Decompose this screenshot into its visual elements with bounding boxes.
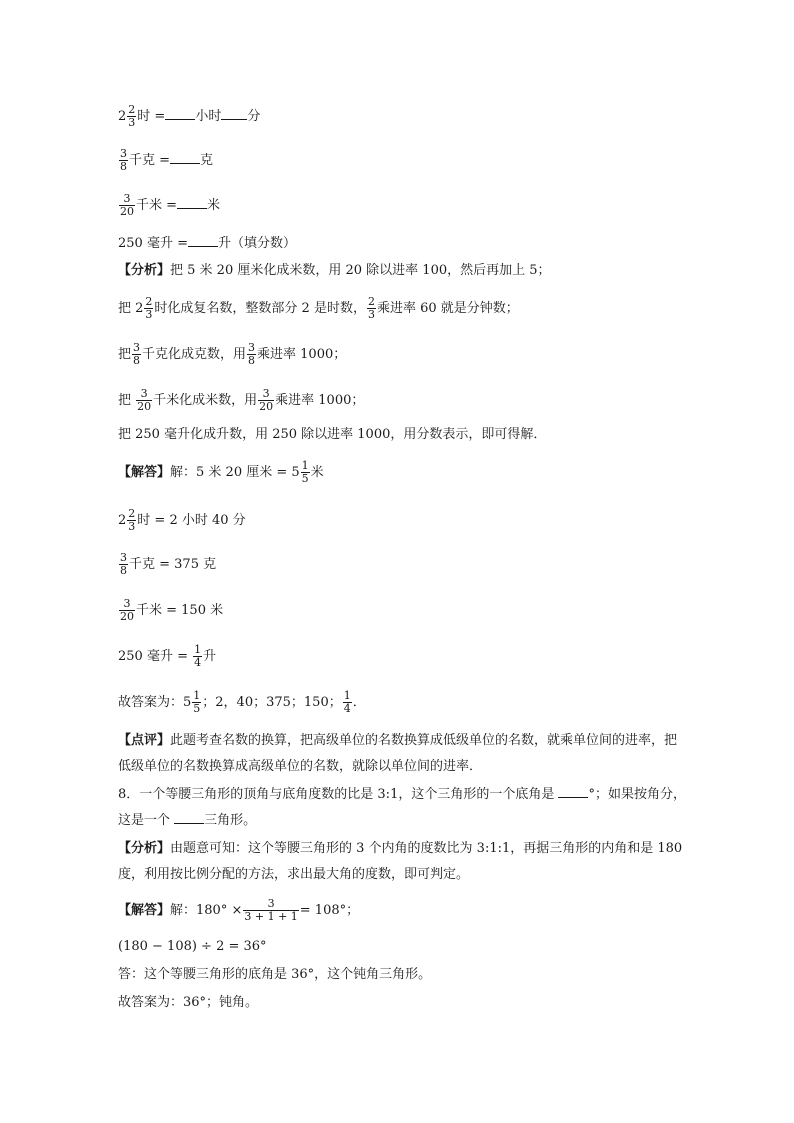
question-number: 8． — [118, 787, 140, 802]
fraction: $\frac{2}{3}$ — [128, 103, 136, 129]
answer-blank[interactable] — [177, 196, 207, 209]
answer-blank[interactable] — [174, 811, 204, 824]
answer-line-4: $\frac{3}{20}$ 千米 = 150 米 — [120, 597, 224, 623]
conversion-line-ml: 250 毫升 = 升（填分数） — [118, 236, 296, 251]
answer-line-2: 2 $\frac{2}{3}$ 时 = 2 小时 40 分 — [118, 507, 246, 533]
analysis-line-1: 【分析】把 5 米 20 厘米化成米数，用 20 除以进率 100，然后再加上 5； — [118, 263, 551, 278]
fraction: $\frac{2}{3}$ — [128, 507, 136, 533]
answer-line-5: 250 毫升 = $\frac{1}{4}$ 升 — [118, 643, 217, 669]
analysis-line-5: 把 250 毫升化成升数，用 250 除以进率 1000，用分数表示，即可得解． — [118, 427, 547, 442]
answer-line-1: 【解答】解：5 米 20 厘米 = 5 $\frac{1}{5}$ 米 — [118, 459, 324, 485]
answer-blank[interactable] — [221, 107, 247, 120]
answer-line-3: $\frac{3}{8}$ 千克 = 375 克 — [120, 551, 217, 577]
analysis-line-4: 把 $\frac{3}{20}$ 千米化成米数，用 $\frac{3}{20}$ 乘进率 1000； — [118, 387, 365, 413]
answer-blank[interactable] — [558, 785, 588, 798]
fraction: $\frac{2}{3}$ — [367, 295, 375, 321]
conversion-line-kg: $\frac{3}{8}$ 千克 = 克 — [120, 147, 214, 173]
q8-answer-line-2: (180 − 108) ÷ 2 = 36° — [118, 939, 267, 954]
fraction: $\frac{1}{4}$ — [194, 643, 202, 669]
fraction: $\frac{1}{5}$ — [193, 689, 201, 715]
fraction: $\frac{1}{5}$ — [301, 459, 309, 485]
fraction: $\frac{3}{20}$ — [259, 387, 274, 413]
conversion-line-hours: 2 $\frac{2}{3}$ 时 = 小时 分 — [118, 103, 261, 129]
conversion-line-km: $\frac{3}{20}$ 千米 = 米 — [120, 192, 221, 218]
question-8: 8．一个等腰三角形的顶角与底角度数的比是 3:1，这个三角形的一个底角是 °；如果按角分，这是一个 三角形。 — [118, 787, 686, 828]
analysis-line-3: 把 $\frac{3}{8}$ 千克化成克数，用 $\frac{3}{8}$ 乘进率 1000； — [118, 341, 347, 367]
final-answer-line: 故答案为：5 $\frac{1}{5}$ ；2，40；375；150； $\frac{1}{4}$ ． — [118, 689, 366, 715]
answer-blank[interactable] — [165, 107, 195, 120]
fraction: $\frac{1}{4}$ — [343, 689, 351, 715]
fraction: $\frac{3}{3 + 1 + 1}$ — [244, 897, 298, 923]
q8-analysis: 【分析】由题意可知：这个等腰三角形的 3 个内角的度数比为 3:1:1，再据三角形的内角和是 180 度，利用按比例分配的方法，求出最大角的度数，即可判定。 — [118, 841, 683, 882]
answer-blank[interactable] — [170, 151, 200, 164]
fraction: $\frac{3}{8}$ — [120, 551, 127, 577]
fraction: $\frac{3}{20}$ — [137, 387, 152, 413]
review-paragraph: 【点评】此题考查名数的换算，把高级单位的名数换算成低级单位的名数，就乘单位间的进率，把低级单位的名数换算成高级单位的名数，就除以单位间的进率． — [118, 733, 678, 774]
fraction: $\frac{3}{8}$ — [133, 341, 141, 367]
fraction: $\frac{3}{20}$ — [120, 597, 134, 623]
answer-blank[interactable] — [188, 234, 218, 247]
analysis-line-2: 把 2 $\frac{2}{3}$ 时化成复名数，整数部分 2 是时数， $\frac{2}{3}$ 乘进率 60 就是分钟数； — [118, 295, 519, 321]
fraction: $\frac{3}{20}$ — [120, 192, 134, 218]
q8-answer-line-4: 故答案为：36°；钝角。 — [118, 995, 259, 1010]
fraction: $\frac{2}{3}$ — [145, 295, 153, 321]
q8-answer-line-1: 【解答】解：180° × $\frac{3}{3 + 1 + 1}$ = 108°； — [118, 897, 360, 923]
fraction: $\frac{3}{8}$ — [248, 341, 256, 367]
fraction: $\frac{3}{8}$ — [120, 147, 127, 173]
q8-answer-line-3: 答：这个等腰三角形的底角是 36°，这个钝角三角形。 — [118, 967, 432, 982]
